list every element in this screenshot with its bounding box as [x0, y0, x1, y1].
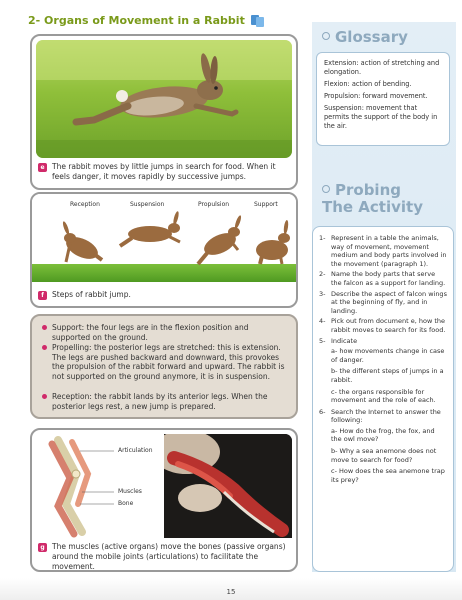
figure-f-box: [30, 192, 298, 308]
phase-label-reception: Reception: [70, 201, 100, 208]
bullet-dot: [42, 345, 47, 350]
bullet-dot: [42, 325, 47, 330]
question-4: 4- Pick out from document e, how the rabbit moves to search for its food.: [319, 317, 446, 334]
circle-bullet-icon: [322, 185, 330, 193]
probing-heading: Probing The Activity: [322, 181, 423, 216]
question-5a: a- how movements change in case of danger.: [331, 347, 445, 364]
question-3: 3- Describe the aspect of falcon wings at the beginning of fly, and in landing.: [319, 289, 447, 315]
glossary-item: Flexion: action of bending.: [324, 80, 412, 88]
figure-letter-e: e: [38, 163, 47, 172]
phase-label-suspension: Suspension: [130, 201, 165, 208]
jump-steps-illustration: [32, 210, 296, 272]
question-2: 2- Name the body parts that serve the falcon as a support for landing.: [319, 270, 446, 287]
section-title: [28, 14, 265, 27]
figure-letter-g: g: [38, 543, 47, 552]
rabbit-running-photo: [36, 40, 292, 158]
section-title-text: 2- Organs of Movement in a Rabbit: [28, 14, 245, 27]
glossary-item: Suspension: movement that permits the support of the body in the air.: [324, 104, 438, 130]
question-5c: c- the organs responsible for movement and the role of each.: [331, 387, 436, 405]
page-number: 15: [226, 588, 236, 596]
phase-label-propulsion: Propulsion: [198, 201, 230, 208]
question-6: 6- Search the Internet to answer the following:: [319, 407, 441, 425]
question-5b: b- the different steps of jumps in a rabbit.: [331, 367, 444, 384]
figure-e-caption: The rabbit moves by little jumps in search for food. When it feels danger, it moves rapidly by successive jumps.: [52, 162, 276, 181]
question-6c: c- How does the sea anemone trap its prey?: [331, 467, 445, 484]
question-1: 1- Represent in a table the animals, way of movement, movement medium and body parts involved in the movement (paragraph 1).: [319, 234, 447, 268]
glossary-heading: Glossary: [322, 28, 408, 46]
figure-f-caption: Steps of rabbit jump.: [52, 290, 131, 299]
bullet-propelling: Propelling: the posterior legs are stretched: this is extension. The legs are pushed backward and downward, this provokes the propulsion of the rabbit forward and upward. The rabbit is not supported on the ground anymore, it is in suspension.: [42, 343, 288, 381]
document-icon: [251, 15, 265, 27]
bullet-reception: Reception: the rabbit lands by its anterior legs. When the posterior legs rest, a new jump is prepared.: [42, 392, 288, 411]
figure-g-box: [30, 428, 298, 572]
figure-letter-f: f: [38, 291, 47, 300]
glossary-item: Propulsion: forward movement.: [324, 92, 428, 100]
figure-e-box: [30, 34, 298, 190]
figure-g-caption: The muscles (active organs) move the bones (passive organs) around the mobile joints (articulations) to facilitate the movement.: [52, 542, 286, 571]
circle-bullet-icon: [322, 32, 330, 40]
jump-steps-explanation-box: [30, 314, 298, 419]
glossary-item: Extension: action of stretching and elongation.: [324, 59, 440, 76]
question-6a: a- How do the frog, the fox, and the owl move?: [331, 426, 435, 444]
question-5: 5- Indicate: [319, 336, 358, 345]
glossary-box: [316, 52, 450, 146]
bullet-dot: [42, 394, 47, 399]
label-muscles: Muscles: [118, 488, 142, 495]
label-bone: Bone: [118, 500, 134, 507]
bullet-support: Support: the four legs are in the flexion position and supported on the ground.: [42, 323, 288, 342]
phase-label-support: Support: [254, 201, 278, 208]
probing-questions-box: [312, 226, 454, 572]
dissected-leg-photo: [164, 434, 292, 538]
leg-anatomy-diagram: [36, 434, 164, 538]
label-articulation: Articulation: [118, 447, 153, 454]
question-6b: b- Why a sea anemone does not move to search for food?: [331, 447, 437, 464]
